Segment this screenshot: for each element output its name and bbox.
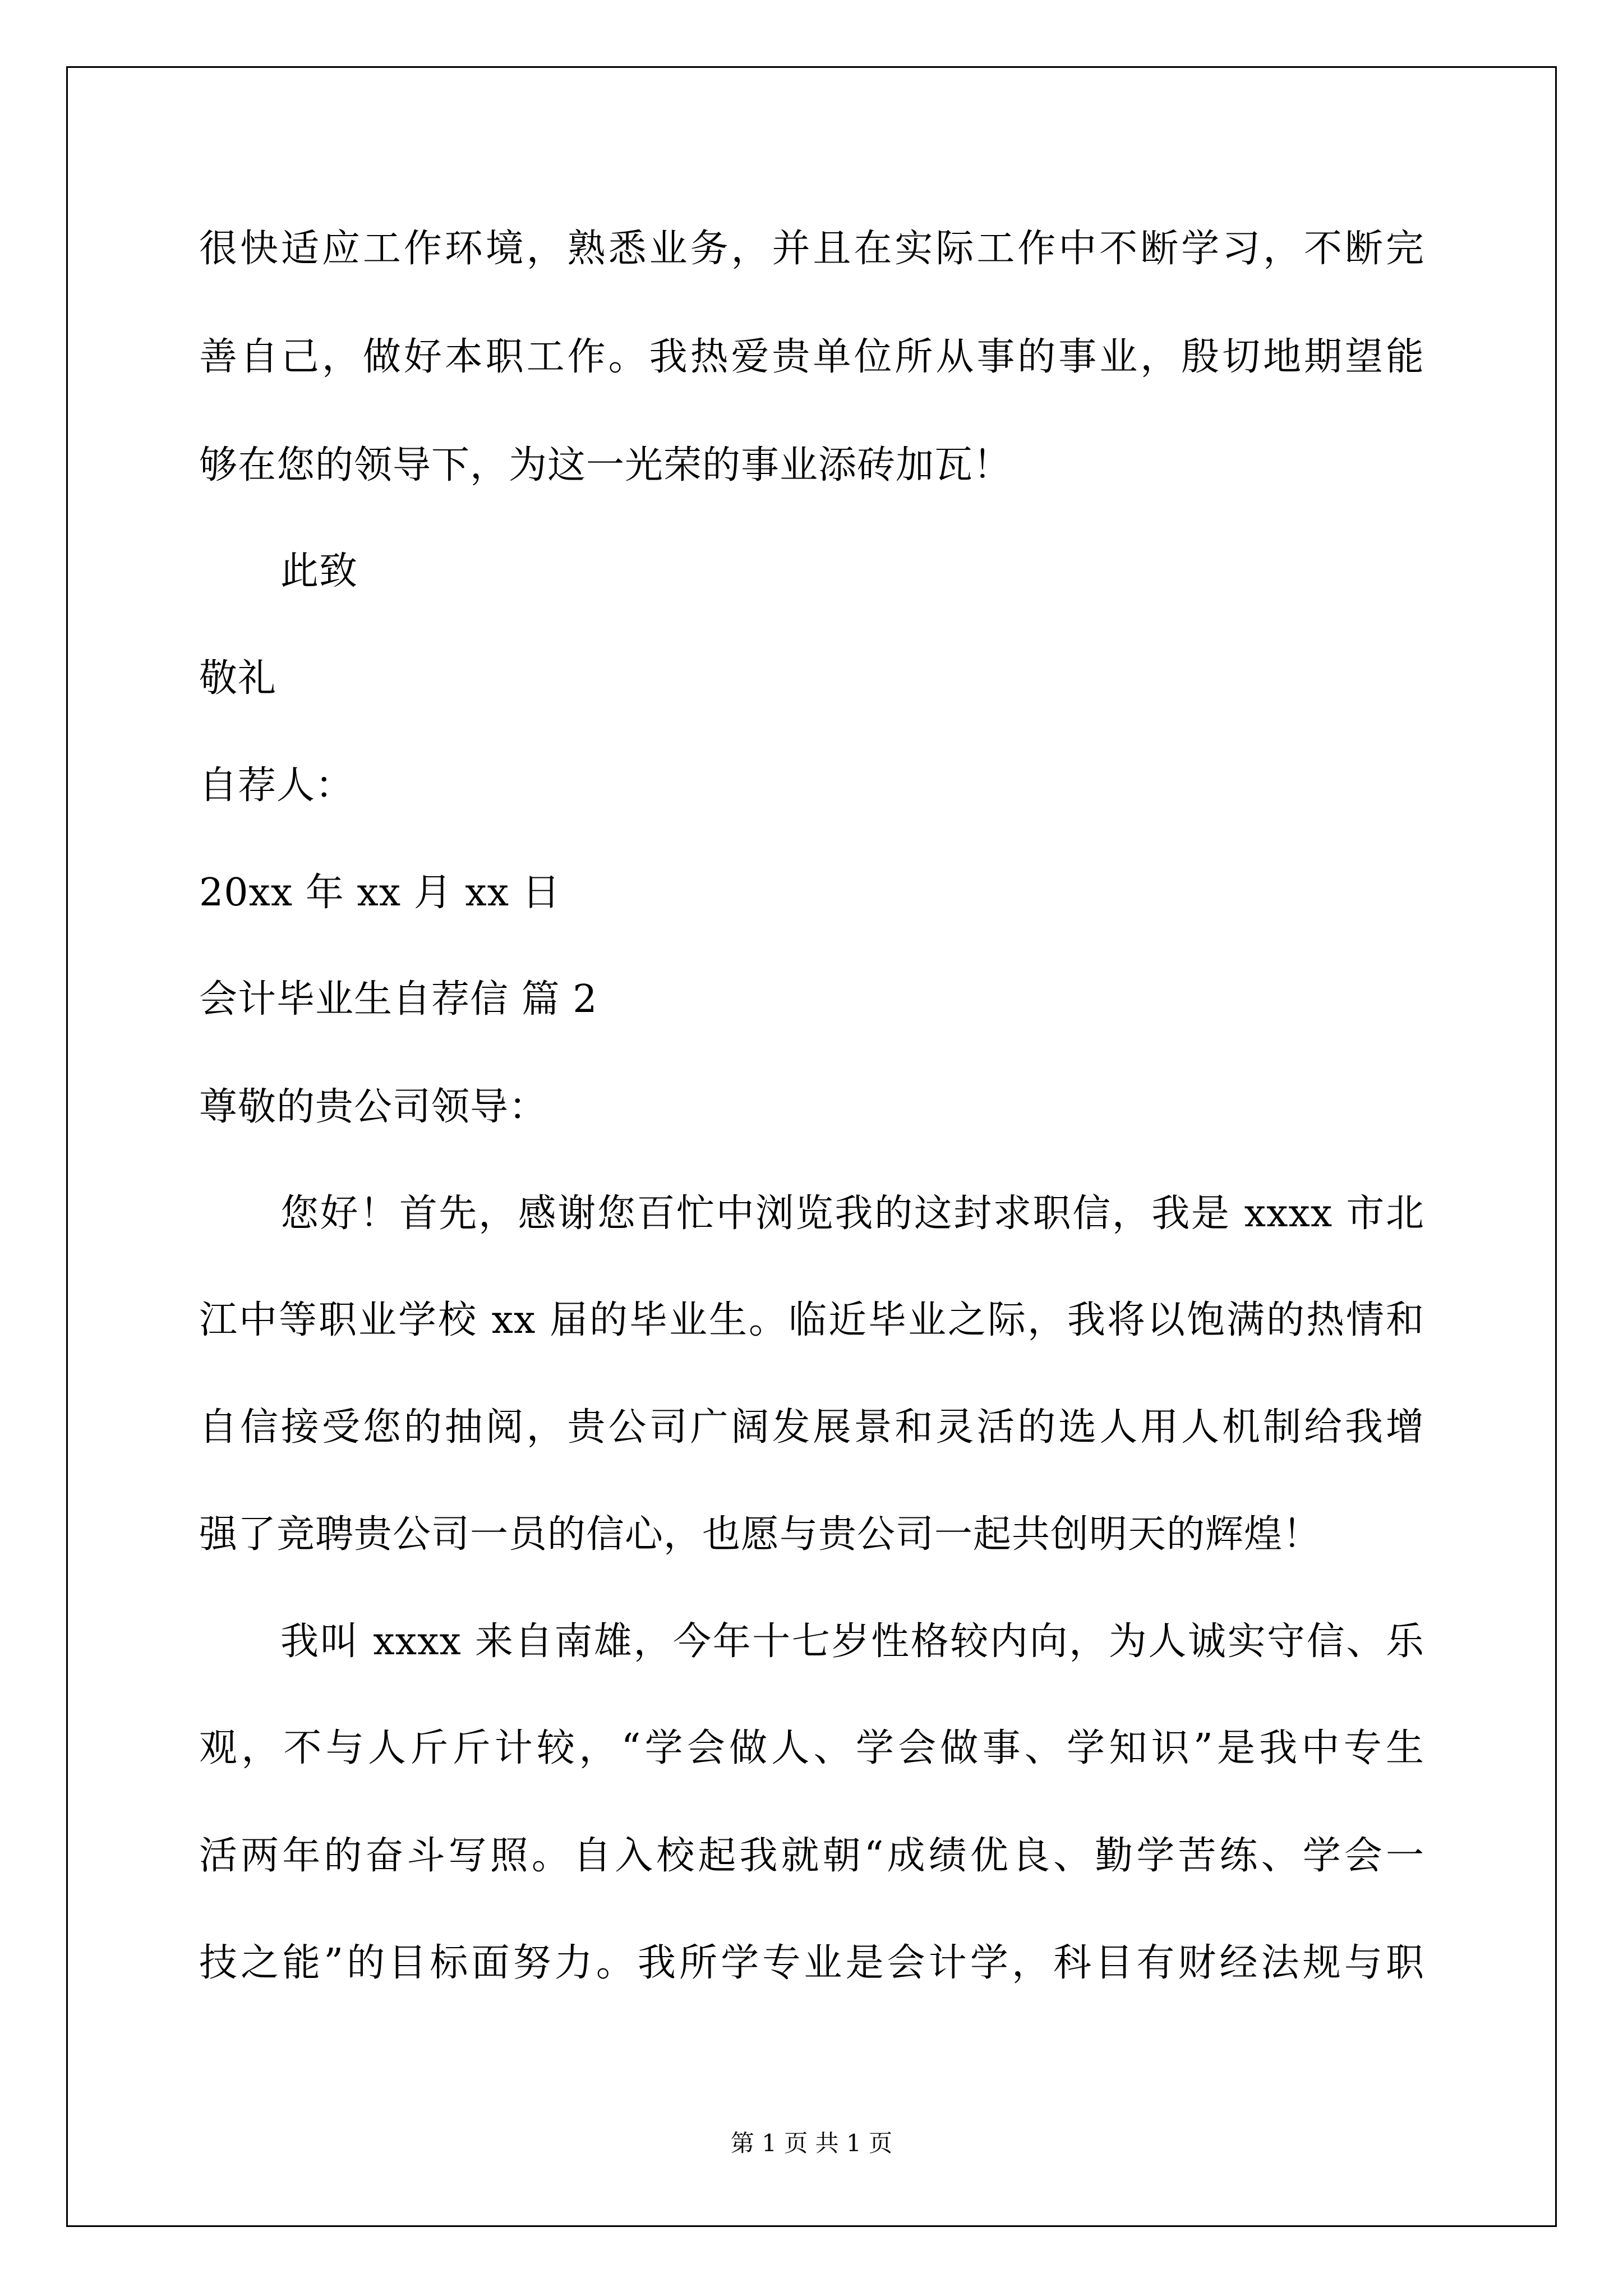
greeting-line: 尊敬的贵公司领导： <box>199 1085 548 1129</box>
page-border <box>66 66 1557 2227</box>
page-footer: 第 1 页 共 1 页 <box>730 2129 893 2157</box>
body-text-line: 够在您的领导下，为这一光荣的事业添砖加瓦！ <box>199 443 1012 487</box>
closing-regards: 敬礼 <box>199 656 277 701</box>
body-text-line: 善自己，做好本职工作。我热爱贵单位所从事的事业，殷切地期望能 <box>199 335 1424 379</box>
body-text-line: 江中等职业学校 xx 届的毕业生。临近毕业之际，我将以饱满的热情和 <box>199 1298 1424 1342</box>
body-text-line: 观，不与人斤斤计较，“学会做人、学会做事、学知识”是我中专生 <box>199 1726 1424 1770</box>
body-text-line: 技之能”的目标面努力。我所学专业是会计学，科目有财经法规与职 <box>199 1941 1424 1985</box>
body-text-line: 很快适应工作环境，熟悉业务，并且在实际工作中不断学习，不断完 <box>199 227 1424 271</box>
body-text-line: 我叫 xxxx 来自南雄，今年十七岁性格较内向，为人诚实守信、乐 <box>280 1619 1424 1664</box>
signature-label: 自荐人： <box>199 763 354 808</box>
body-text-line: 自信接受您的抽阅，贵公司广阔发展景和灵活的选人用人机制给我增 <box>199 1405 1424 1450</box>
section-title: 会计毕业生自荐信 篇 2 <box>199 977 598 1022</box>
body-text-line: 活两年的奋斗写照。自入校起我就朝“成绩优良、勤学苦练、学会一 <box>199 1834 1424 1878</box>
body-text-line: 您好！首先，感谢您百忙中浏览我的这封求职信，我是 xxxx 市北 <box>280 1191 1424 1236</box>
body-text-line: 强了竞聘贵公司一员的信心，也愿与贵公司一起共创明天的辉煌！ <box>199 1512 1322 1557</box>
closing-salutation: 此致 <box>280 549 358 593</box>
date-line: 20xx 年 xx 月 xx 日 <box>199 871 561 915</box>
